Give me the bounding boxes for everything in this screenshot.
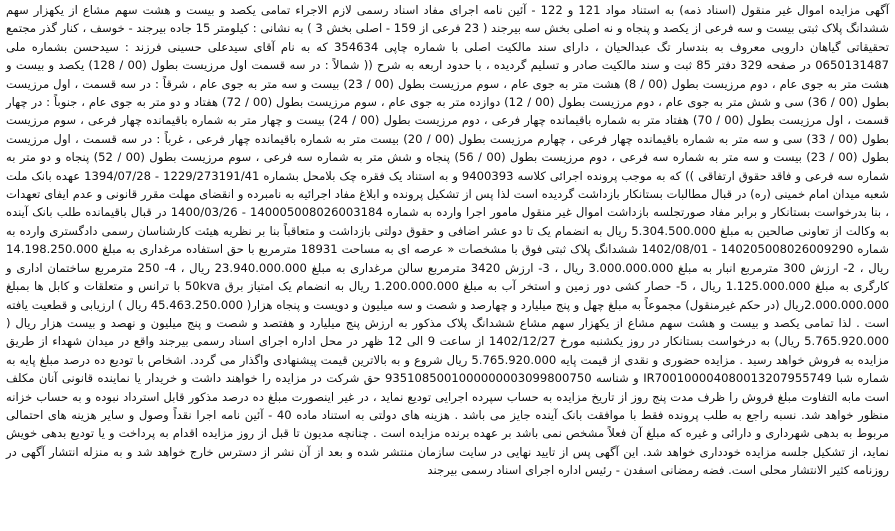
notice-body-text: آگهی مزایده اموال غیر منقول (اسناد ذمه) به استناد مواد 121 و 122 - آئین نامه اجرای مفاد اسناد رسمی لازم الاجراء تمامی یکصد و بیست و هشت سهم مشاع از یکهزار سهم ششدانگ پلاک ثبتی بیست و سه فرعی از یکصد و پنجاه و نه اصلی بخش سه بیرجند ( 23 فرعی از 159 - اصلی بخش 3 ) به نشانی : کیلومتر 15 جاده بیرجند - خوسف ، کنار گذر مجتمع تحقیقاتی گیاهان دارویی معروف به بندسار تگ عبدالحیان ، دارای سند مالکیت اصلی با شماره چاپی 354634 که به نام آقای سیدعلی حسینی فرزند : سیدحسن بشماره ملی 0650131487 در صفحه 329 دفتر 85 ثبت و سند مالکیت صادر و تسلیم گردیده ، با حدود اربعه به شرح (( شمالاً : در سه قسمت اول مرزیست بطول (00 / 128) یکصد و بیست و هشت متر به جوی عام ، دوم مرزیست بطول (00 / 8) هشت متر به جوی عام ، سوم مرزیست بطول (00 / 23) بیست و سه متر به جوی عام ، شرقاً : در سه قسمت ، اول مرزیست بطول (00 / 36) سی و شش متر به جوی عام ، دوم مرزیست بطول (00 / 12) دوازده متر به جوی عام ، سوم مرزیست بطول (00 / 72) هفتاد و دو متر به جوی عام ، جنوباً : در چهار قسمت ، اول مرزیست بطول (00 / 70) هفتاد متر به شماره باقیمانده چهار فرعی ، دوم مرزیست بطول (00 / 24) بیست و چهار متر به شماره باقیمانده چهار فرعی ، سوم مرزیست بطول (00 / 33) سی و سه متر به شماره باقیمانده چهار فرعی ، چهارم مرزیست بطول (00 / 20) بیست متر به شماره باقیمانده چهار فرعی ، غرباً : در سه قسمت ، اول مرزیست بطول (00 / 23) بیست و سه متر به شماره سه فرعی ، دوم مرزیست بطول (00 / 56) پنجاه و شش متر به شماره سه فرعی ، سوم مرزیست بطول (00 / 52) پنجاه و دو متر به شماره سه فرعی و فاقد حقوق ارتفاقی )) که به موجب پرونده اجرائی کلاسه 9400393 و به استناد یک فقره چک بلامحل بشماره 1229/273191/41 - 1394/07/28 عهده بانک ملت شعبه میدان امام خمینی (ره) در قبال مطالبات بستانکار بازداشت گردیده است لذا پس از تشکیل پرونده و ابلاغ مفاد اجرائیه به نامبرده و انقضای مهلت مقرر قانونی و عدم ایفای تعهدات ، بنا بدرخواست بستانکار و برابر مفاد صورتجلسه بازداشت اموال غیر منقول مامور اجرا وارده به شماره 140005008026003184 - 1400/03/26 در قبال باقیمانده طلب بانک آینده به وکالت از تعاونی صالحین به مبلغ 5.304.500.000 ریال به انضمام یک تا دو عشر اضافی و حقوق دولتی بازداشت و متعاقباً بنا بر نظریه هیئت کارشناسان رسمی دادگستری وارده به شماره 140205008026009290 - 1402/08/01 ششدانگ پلاک ثبتی فوق با مشخصات « عرصه ای به مساحت 18931 مترمربع با حق استفاده مرغداری به مبلغ 14.198.250.000 ریال ، 2- ارزش 300 مترمربع انبار به مبلغ 3.000.000.000 ریال ، 3- ارزش 3420 مترمربع سالن مرغداری به مبلغ 23.940.000.000 ریال ، 4- 250 مترمربع ساختمان اداری و کارگری به مبلغ 1.125.000.000 ریال ، 5- حصار کشی دور زمین و استخر آب به مبلغ 1.200.000.000 ریال به انضمام یک امتیاز برق 50kva با ترانس و متعلقات و کابل ها بمبلغ 2.000.000.000ریال (در حکم غیرمنقول) مجموعاً به مبلغ چهل و پنج میلیارد و چهارصد و شصت و سه میلیون و دویست و پنجاه هزار( 45.463.250.000 ریال ) ارزیابی و قطعیت یافته است . لذا تمامی یکصد و بیست و هشت سهم مشاع از یکهزار سهم مشاع ششدانگ پلاک مذکور به ارزش پنج میلیارد و هفتصد و شصت و پنج میلیون و نهصد و بیست هزار ریال ( 5.765.920.000 ریال) به درخواست بستانکار در روز یکشنبه مورخ 1402/12/27 از ساعت 9 الی 12 ظهر در محل اداره اجرای اسناد رسمی بیرجند واقع در میدان شهداء از طریق مزایده به فروش خواهد رسید . مزایده حضوری و نقدی از قیمت پایه 5.765.920.000 ریال شروع و به بالاترین قیمت پیشنهادی واگذار می گردد. اشخاص با تودیع ده درصد مبلغ پایه به شماره شبا IR700100004080013207955749 و شناسه 9351085001000000003099800750 حق شرکت در مزایده را خواهند داشت و خریدار یا نماینده قانونی آنان مکلف است مابه التفاوت مبلغ فروش را ظرف مدت پنج روز از تاریخ مزایده به حساب سپرده اجرایی تودیع نماید ، در غیر اینصورت مبلغ ده درصد مذکور قابل استرداد نبوده و به حساب خزانه منظور خواهد شد. نسبه راجع به طلب پرونده فقط با موافقت بانک آینده جایز می باشد . هزینه های دولتی به استناد ماده 40 - آئین نامه اجرا نقداً وصول و سایر هزینه های احتمالی مربوط به بدهی شهرداری و دارائی و غیره که مبلغ آن فعلاً مشخص نمی باشد بر عهده برنده مزایده است . چنانچه مدیون تا قبل از روز مزایده اقدام به پرداخت و یا تودیع بدهی خویش نماید، از تشکیل جلسه مزایده خودداری خواهد شد. این آگهی پس از تایید نهایی در سایت سازمان منتشر شده و بعد از آن نشر از دسترس خارج خواهد شد و به منزله انتشار آگهی در روزنامه کثیر الانتشار محلی است. فضه رمضانی اسفدن - رئیس اداره اجرای اسناد رسمی بیرجند bbox=[6, 3, 890, 478]
